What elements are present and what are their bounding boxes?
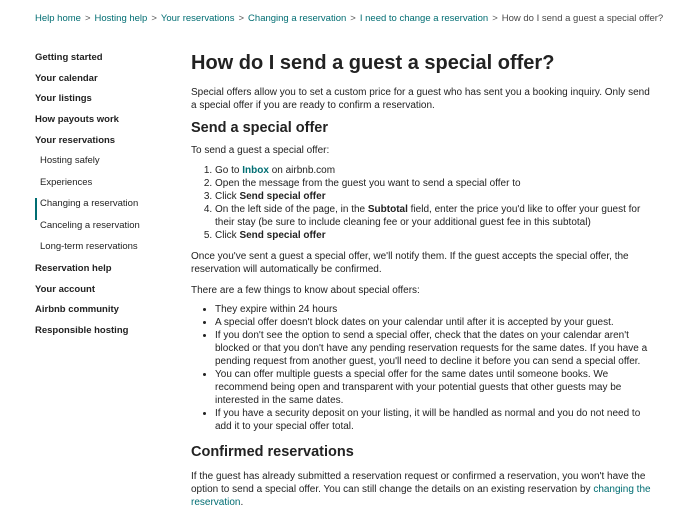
breadcrumb <box>35 13 663 24</box>
tips-list <box>215 303 656 433</box>
step-text: field, enter the price you'd like to offer your guest for their stay (be sure to include cleaning fee or your additional guest fee in this subtotal) <box>215 204 641 228</box>
breadcrumb-current: How do I send a guest a special offer? <box>501 13 664 24</box>
page-title: How do I send a guest a special offer? <box>191 52 555 74</box>
list-item: • If you have a security deposit on your listing, it will be handled as normal and you do not need to add it to your special offer total. <box>215 407 656 433</box>
step-bold-text: Send special offer <box>239 230 326 241</box>
chevron-right-icon: > <box>151 13 157 24</box>
breadcrumb-your-reservations[interactable]: Your reservations <box>160 13 235 24</box>
section-title-send-offer: Send a special offer <box>191 120 328 136</box>
few-things-paragraph: There are a few things to know about special offers: <box>191 285 420 296</box>
intro-paragraph: Special offers allow you to set a custom price for a guest who has sent you a booking inquiry. Only send a special offer if you are ready to confirm a reservation. <box>191 87 650 111</box>
list-item: • You can offer multiple guests a special offer for the same dates until someone books. We recommend being open and transparent with your potential guests that other guests may be interested in the same dates. <box>215 368 656 407</box>
steps-list <box>215 164 656 242</box>
article <box>191 50 656 509</box>
after-send-paragraph: Once you've sent a guest a special offer, we'll notify them. If the guest accepts the special offer, the reservation will automatically be confirmed. <box>191 251 629 275</box>
sidebar-item-responsible-hosting[interactable]: Responsible hosting <box>35 325 129 336</box>
confirmed-paragraph <box>191 470 656 509</box>
inbox-link[interactable]: Inbox <box>242 165 269 176</box>
sidebar-item-changing-a-reservation[interactable]: Changing a reservation <box>35 198 175 220</box>
sidebar-item-airbnb-community[interactable]: Airbnb community <box>35 304 119 316</box>
list-item <box>215 164 656 177</box>
step-text: Click <box>215 230 240 241</box>
chevron-right-icon: > <box>492 13 498 24</box>
changing-reservation-link[interactable]: changing the reservation <box>191 484 651 508</box>
list-item <box>215 190 656 203</box>
breadcrumb-need-to-change[interactable]: I need to change a reservation <box>359 13 489 24</box>
step-text: On the left side of the page, in the <box>215 204 368 215</box>
chevron-right-icon: > <box>238 13 245 24</box>
breadcrumb-changing-reservation[interactable]: Changing a reservation <box>248 13 347 24</box>
confirmed-end: . <box>240 497 244 508</box>
list-item: • They expire within 24 hours <box>215 303 656 316</box>
sidebar-item-long-term-reservations[interactable]: Long-term reservations <box>40 241 138 253</box>
step-bold-text: Send special offer <box>239 191 326 202</box>
sidebar-item-your-account[interactable]: Your account <box>35 283 95 295</box>
to-send-text: To send a guest a special offer: <box>191 145 330 156</box>
sidebar-item-how-payouts-work[interactable]: How payouts work <box>35 114 119 126</box>
list-item <box>215 203 656 229</box>
confirmed-text: If the guest has already submitted a reservation request or confirmed a reservation, you won't have the option to send a special offer. You can still change the details on an existing reservation by <box>191 471 646 495</box>
breadcrumb-help-home[interactable]: Help home <box>35 13 81 24</box>
sidebar-item-your-calendar[interactable]: Your calendar <box>35 72 98 84</box>
list-item <box>215 229 656 242</box>
step-text: Click <box>215 191 240 202</box>
sidebar-nav <box>35 52 175 346</box>
list-item: • If you don't see the option to send a special offer, check that the dates on your calendar aren't blocked or that you don't have any pending reservation requests for the same dates. If you have a pending request from another guest, you'll need to decline it before you can send a special offer. <box>215 329 656 368</box>
sidebar-item-canceling-a-reservation[interactable]: Canceling a reservation <box>40 219 140 231</box>
step-bold-text: Subtotal <box>367 204 408 215</box>
sidebar-item-reservation-help[interactable]: Reservation help <box>35 262 112 274</box>
sidebar-item-getting-started[interactable]: Getting started <box>35 52 103 63</box>
chevron-right-icon: > <box>350 13 356 24</box>
sidebar-item-your-reservations[interactable]: Your reservations <box>35 134 116 146</box>
step-text: on airbnb.com <box>268 165 336 176</box>
sidebar-item-experiences[interactable]: Experiences <box>40 176 93 188</box>
section-title-confirmed: Confirmed reservations <box>191 444 354 460</box>
step-text: Go to <box>215 165 243 176</box>
chevron-right-icon: > <box>84 13 91 24</box>
sidebar-item-hosting-safely[interactable]: Hosting safely <box>40 155 100 167</box>
sidebar-item-your-listings[interactable]: Your listings <box>35 93 92 105</box>
list-item: 2. Open the message from the guest you want to send a special offer to <box>215 177 656 190</box>
breadcrumb-hosting-help[interactable]: Hosting help <box>94 13 148 24</box>
list-item: • A special offer doesn't block dates on your calendar until after it is accepted by your guest. <box>215 316 656 329</box>
